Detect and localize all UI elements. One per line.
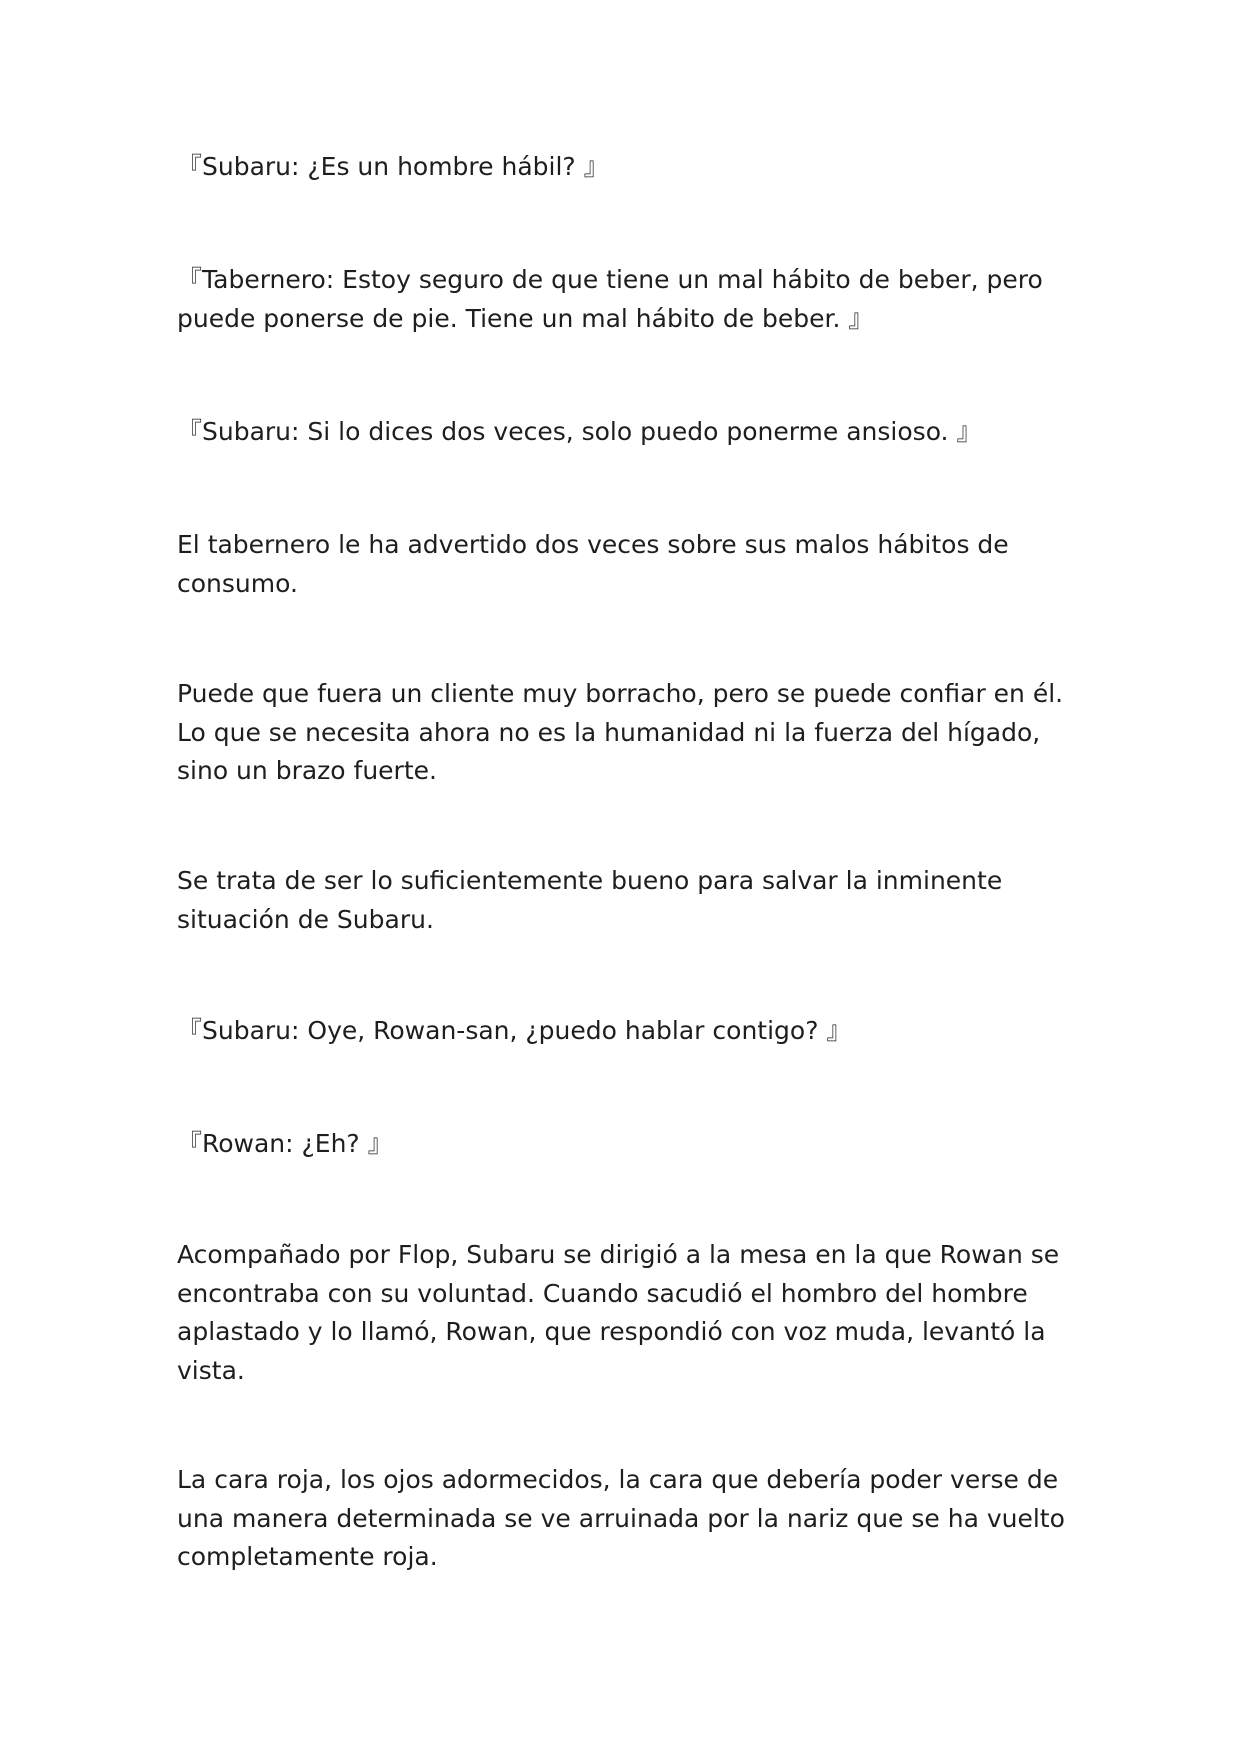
dialogue-subaru-3: 『Subaru: Oye, Rowan-san, ¿puedo hablar contigo? 』	[177, 1016, 852, 1045]
dialogue-subaru-1: 『Subaru: ¿Es un hombre hábil? 』	[177, 152, 609, 181]
narration-paragraph-3: Se trata de ser lo suficientemente bueno para salvar la inminente situación de Subaru.	[177, 866, 1003, 934]
narration-paragraph-4: Acompañado por Flop, Subaru se dirigió a la mesa en la que Rowan se encontraba con su voluntad. Cuando sacudió el hombro del hombre aplastado y lo llamó, Rowan, que respondió con voz muda, levantó la vista.	[177, 1240, 1060, 1385]
narration-paragraph-5: La cara roja, los ojos adormecidos, la cara que debería poder verse de una manera determinada se ve arruinada por la nariz que se ha vuelto completamente roja.	[177, 1465, 1065, 1571]
narration-paragraph-2: Puede que fuera un cliente muy borracho, pero se puede confiar en él. Lo que se necesita ahora no es la humanidad ni la fuerza del hígado, sino un brazo fuerte.	[177, 679, 1064, 785]
dialogue-subaru-2: 『Subaru: Si lo dices dos veces, solo puedo ponerme ansioso. 』	[177, 417, 982, 446]
dialogue-rowan: 『Rowan: ¿Eh? 』	[177, 1129, 393, 1158]
dialogue-tabernero: 『Tabernero: Estoy seguro de que tiene un mal hábito de beber, pero puede ponerse de pie. Tiene un mal hábito de beber. 』	[177, 265, 1043, 333]
narration-paragraph-1: El tabernero le ha advertido dos veces sobre sus malos hábitos de consumo.	[177, 530, 1009, 598]
